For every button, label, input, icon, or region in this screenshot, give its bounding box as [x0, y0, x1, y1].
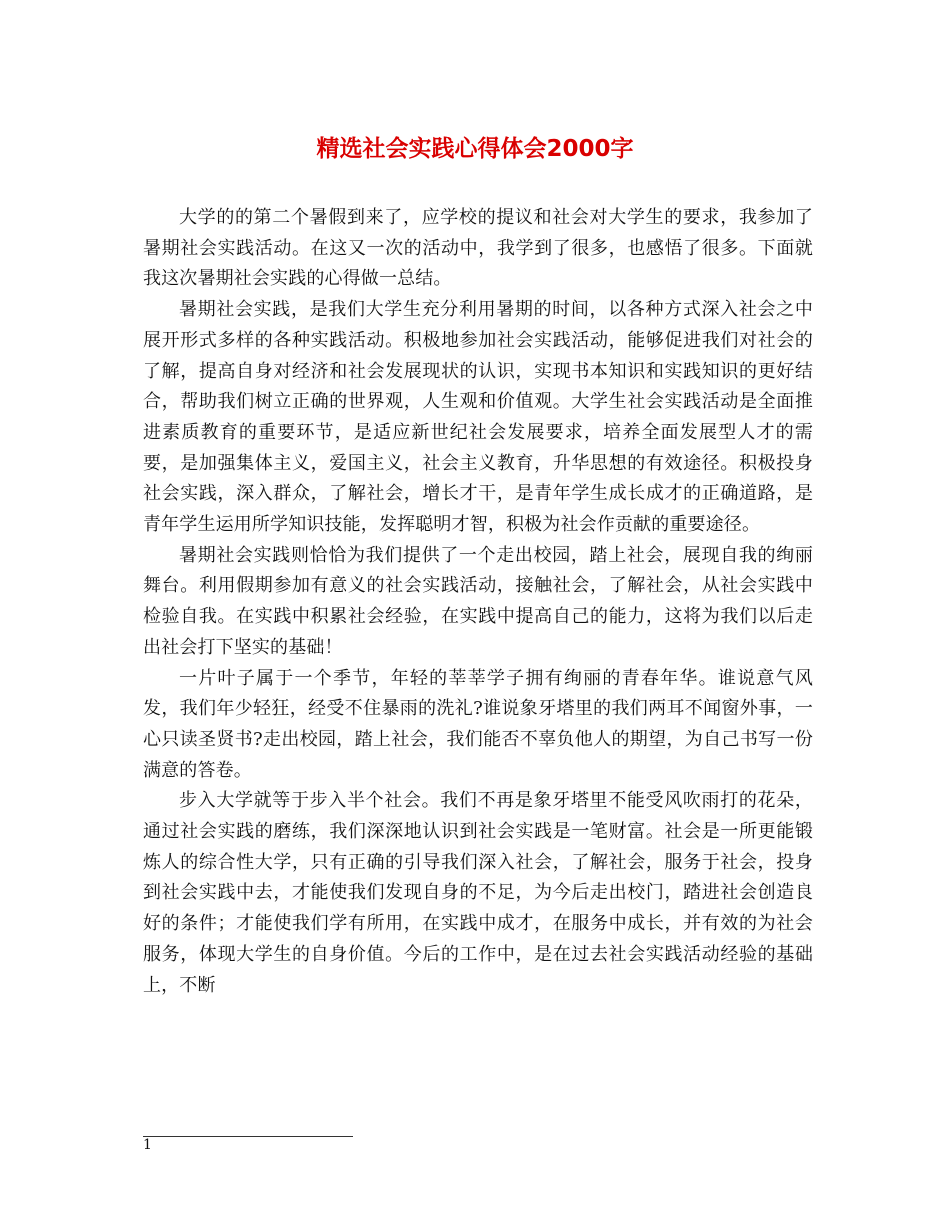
- paragraph-1: 大学的的第二个暑假到来了，应学校的提议和社会对大学生的要求，我参加了暑期社会实践活动。在这又一次的活动中，我学到了很多，也感悟了很多。下面就我这次暑期社会实践的心得做一总结。: [143, 207, 813, 290]
- document-title: 精选社会实践心得体会2000字: [316, 136, 634, 162]
- footer-divider: [143, 1136, 353, 1137]
- paragraph-2: 暑期社会实践，是我们大学生充分利用暑期的时间，以各种方式深入社会之中展开形式多样的各种实践活动。积极地参加社会实践活动，能够促进我们对社会的了解，提高自身对经济和社会发展现状的认识，实现书本知识和实践知识的更好结合，帮助我们树立正确的世界观，人生观和价值观。大学生社会实践活动是全面推进素质教育的重要环节，是适应新世纪社会发展要求，培养全面发展型人才的需要，是加强集体主义，爱国主义，社会主义教育，升华思想的有效途径。积极投身社会实践，深入群众，了解社会，增长才干，是青年学生成长成才的正确道路，是青年学生运用所学知识技能，发挥聪明才智，积极为社会作贡献的重要途径。: [143, 299, 813, 536]
- document-body: [143, 203, 813, 1001]
- paragraph-3: 暑期社会实践则恰恰为我们提供了一个走出校园，踏上社会，展现自我的绚丽舞台。利用假期参加有意义的社会实践活动，接触社会，了解社会，从社会实践中检验自我。在实践中积累社会经验，在实践中提高自己的能力，这将为我们以后走出社会打下坚实的基础！: [143, 544, 813, 658]
- paragraph-4: 一片叶子属于一个季节，年轻的莘莘学子拥有绚丽的青春年华。谁说意气风发，我们年少轻狂，经受不住暴雨的洗礼?谁说象牙塔里的我们两耳不闻窗外事，一心只读圣贤书?走出校园，踏上社会，我们能否不辜负他人的期望，为自己书写一份满意的答卷。: [143, 667, 813, 781]
- page-number: 1: [143, 1137, 152, 1153]
- paragraph-5: 步入大学就等于步入半个社会。我们不再是象牙塔里不能受风吹雨打的花朵，通过社会实践的磨练，我们深深地认识到社会实践是一笔财富。社会是一所更能锻炼人的综合性大学，只有正确的引导我们深入社会，了解社会，服务于社会，投身到社会实践中去，才能使我们发现自身的不足，为今后走出校门，踏进社会创造良好的条件；才能使我们学有所用，在实践中成才，在服务中成长，并有效的为社会服务，体现大学生的自身价值。今后的工作中，是在过去社会实践活动经验的基础上，不断: [143, 790, 813, 996]
